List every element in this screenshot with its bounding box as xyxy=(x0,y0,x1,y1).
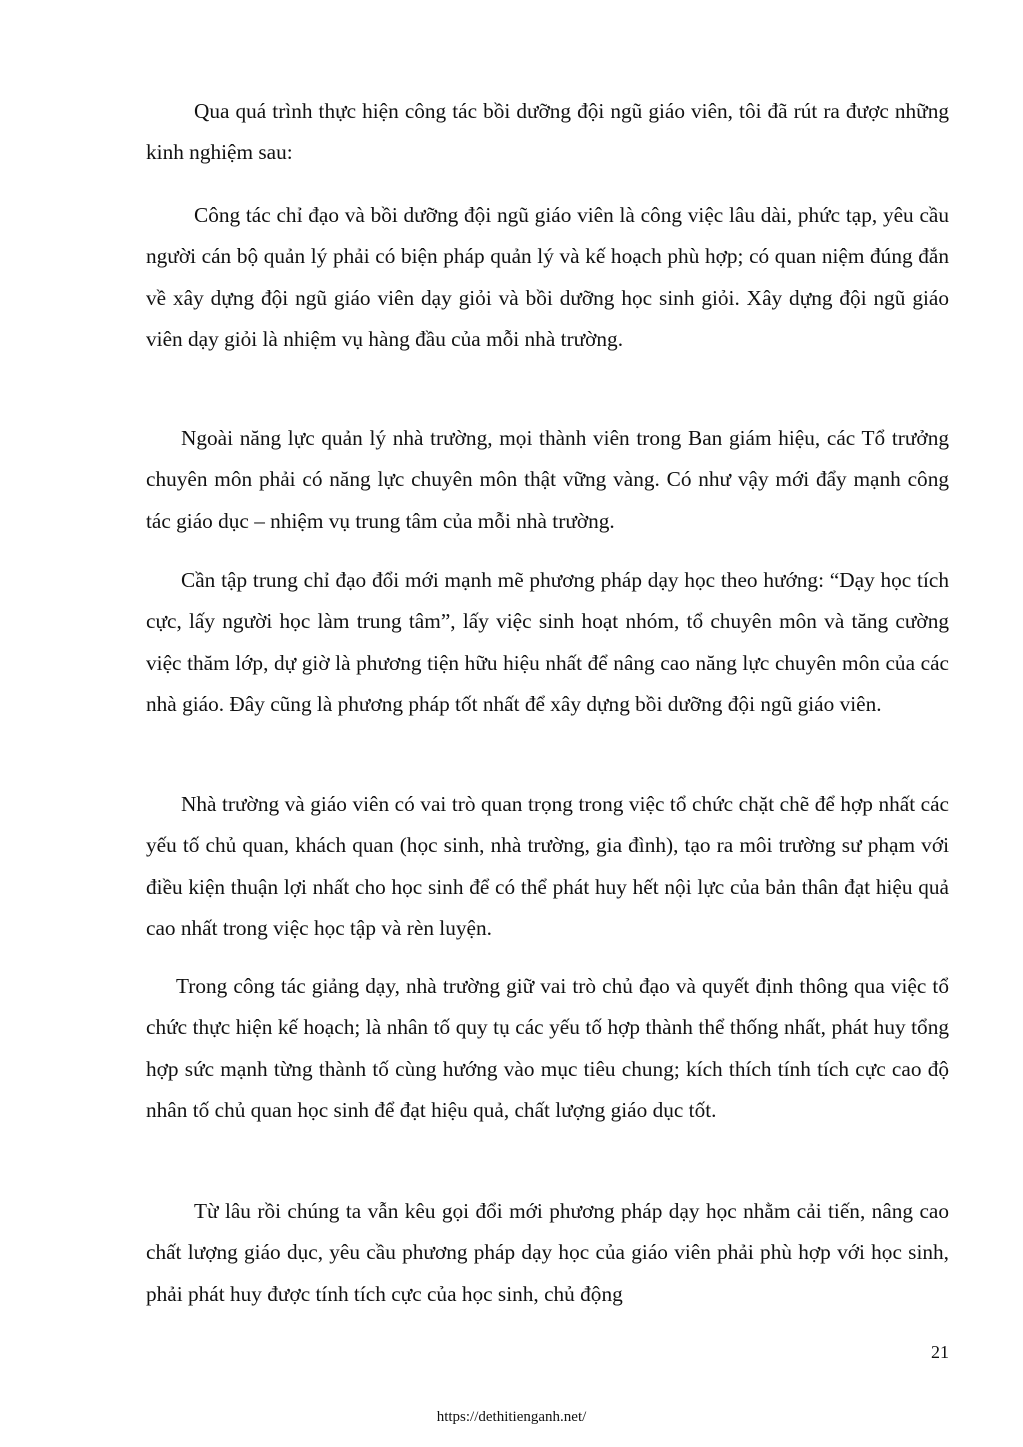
page-number: 21 xyxy=(931,1342,949,1362)
footer-url[interactable]: https://dethitienganh.net/ xyxy=(436,1409,587,1425)
paragraph-5: Nhà trường và giáo viên có vai trò quan trọng trong việc tổ chức chặt chẽ để hợp nhất các yếu tố chủ quan, khách quan (học sinh, nhà trường, gia đình), tạo ra môi trường sư phạm với điều kiện thuận lợi nhất cho học sinh để có thể phát huy hết nội lực của bản thân đạt hiệu quả cao nhất trong việc học tập và rèn luyện. xyxy=(146,792,949,941)
paragraph-7: Từ lâu rồi chúng ta vẫn kêu gọi đổi mới phương pháp dạy học nhằm cải tiến, nâng cao chất lượng giáo dục, yêu cầu phương pháp dạy học của giáo viên phải phù hợp với học sinh, phải phát huy được tính tích cực của học sinh, chủ động xyxy=(146,1199,949,1306)
paragraph-6: Trong công tác giảng dạy, nhà trường giữ vai trò chủ đạo và quyết định thông qua việc tổ chức thực hiện kế hoạch; là nhân tố quy tụ các yếu tố hợp thành thể thống nhất, phát huy tổng hợp sức mạnh từng thành tố cùng hướng vào mục tiêu chung; kích thích tính tích cực cao độ nhân tố chủ quan học sinh để đạt hiệu quả, chất lượng giáo dục tốt. xyxy=(146,974,949,1123)
paragraph-3: Ngoài năng lực quản lý nhà trường, mọi thành viên trong Ban giám hiệu, các Tổ trưởng chuyên môn phải có năng lực chuyên môn thật vững vàng. Có như vậy mới đẩy mạnh công tác giáo dục – nhiệm vụ trung tâm của mỗi nhà trường. xyxy=(146,426,949,533)
paragraph-1: Qua quá trình thực hiện công tác bồi dưỡng đội ngũ giáo viên, tôi đã rút ra được những kinh nghiệm sau: xyxy=(146,99,949,165)
paragraph-2: Công tác chỉ đạo và bồi dưỡng đội ngũ giáo viên là công việc lâu dài, phức tạp, yêu cầu người cán bộ quản lý phải có biện pháp quản lý và kế hoạch phù hợp; có quan niệm đúng đắn về xây dựng đội ngũ giáo viên dạy giỏi và bồi dưỡng học sinh giỏi. Xây dựng đội ngũ giáo viên dạy giỏi là nhiệm vụ hàng đầu của mỗi nhà trường. xyxy=(146,203,949,352)
paragraph-4: Cần tập trung chỉ đạo đổi mới mạnh mẽ phương pháp dạy học theo hướng: “Dạy học tích cực, lấy người học làm trung tâm”, lấy việc sinh hoạt nhóm, tổ chuyên môn và tăng cường việc thăm lớp, dự giờ là phương tiện hữu hiệu nhất để nâng cao năng lực chuyên môn của các nhà giáo. Đây cũng là phương pháp tốt nhất để xây dựng bồi dưỡng đội ngũ giáo viên. xyxy=(146,568,949,717)
